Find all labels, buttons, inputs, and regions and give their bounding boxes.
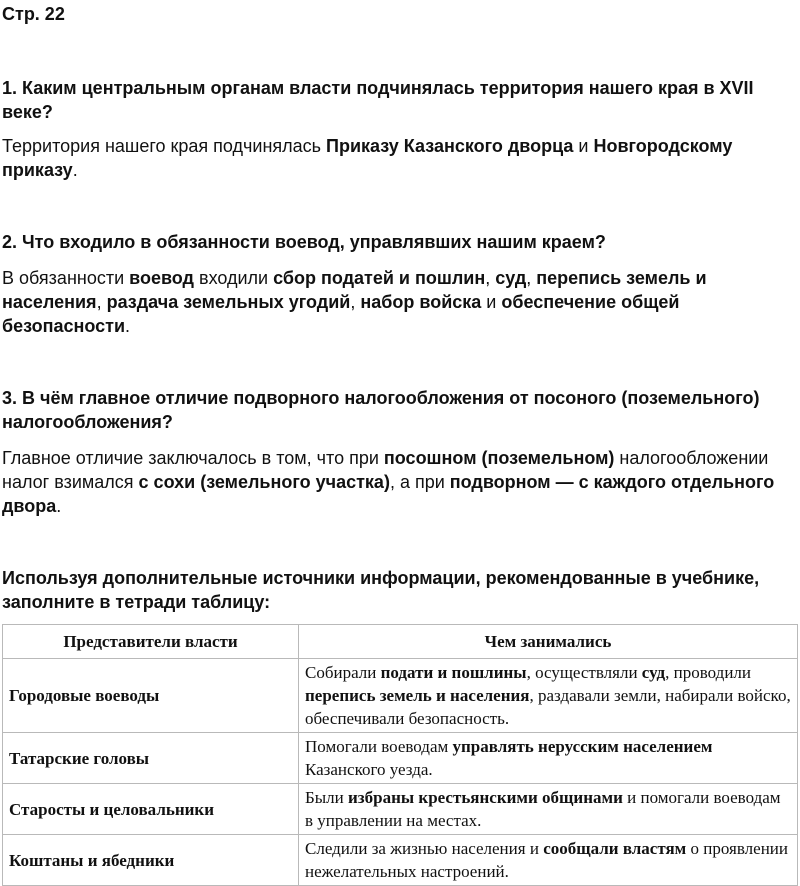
row-name: Старосты и целовальники [3,784,299,835]
table-row [3,784,798,835]
row-desc: Следили за жизнью населения и сообщали властям о проявлении нежелательных настроений. [299,835,798,886]
header-representatives: Представители власти [3,625,299,659]
bold-fragment: перепись земель и населения [305,686,530,705]
row-desc: Помогали воеводам управлять нерусским населением Казанского уезда. [299,733,798,784]
bold-fragment: посошном (поземельном) [383,448,615,468]
page-number: Стр. 22 [2,4,65,24]
row-desc: Собирали подати и пошлины, осуществляли суд, проводили перепись земель и населения, раздавали земли, набирали войско, обеспечивали безопасность. [299,659,798,733]
table-row [3,659,798,733]
header-duties: Чем занимались [299,625,798,659]
table-header-row [3,625,798,659]
bold-fragment: подати и пошлины [380,663,527,682]
bold-fragment: суд [495,268,527,288]
bold-fragment: суд [641,663,666,682]
bold-fragment: с сохи (земельного участка) [138,472,390,492]
bold-fragment: сбор податей и пошлин [273,268,486,288]
row-desc: Были избраны крестьянскими общинами и помогали воеводам в управлении на местах. [299,784,798,835]
row-name: Коштаны и ябедники [3,835,299,886]
answer-3: Главное отличие заключалось в том, что при посошном (поземельном) налогообложении налог взимался с сохи (земельного участка), а при подворном — с каждого отдельного двора. [2,448,775,516]
table-row [3,835,798,886]
table-task: Используя дополнительные источники информации, рекомендованные в учебнике, заполните в тетради таблицу: [2,568,760,612]
bold-fragment: воевод [129,268,194,288]
bold-fragment: перепись земель и населения [2,268,707,312]
bold-fragment: подворном — с каждого отдельного двора [2,472,775,516]
table-row [3,733,798,784]
question-3: 3. В чём главное отличие подворного налогообложения от посоного (поземельного) налогообложения? [2,388,760,432]
bold-fragment: управлять нерусским населением [452,737,713,756]
row-name: Татарские головы [3,733,299,784]
bold-fragment: обеспечение общей безопасности [2,292,680,336]
bold-fragment: сообщали властям [543,839,687,858]
question-2: 2. Что входило в обязанности воевод, управлявших нашим краем? [2,232,606,252]
answer-2: В обязанности воевод входили сбор податей и пошлин, суд, перепись земель и населения, раздача земельных угодий, набор войска и обеспечение общей безопасности. [2,268,707,336]
question-1: 1. Каким центральным органам власти подчинялась территория нашего края в XVII веке? [2,78,754,122]
bold-fragment: набор войска [360,292,482,312]
bold-fragment: избраны крестьянскими общинами [348,788,623,807]
bold-fragment: раздача земельных угодий [106,292,351,312]
answer-1: Территория нашего края подчинялась Приказу Казанского дворца и Новгородскому приказу. [2,136,733,180]
authorities-table [2,624,798,886]
bold-fragment: Новгородскому приказу [2,136,733,180]
row-name: Городовые воеводы [3,659,299,733]
bold-fragment: Приказу Казанского дворца [326,136,574,156]
